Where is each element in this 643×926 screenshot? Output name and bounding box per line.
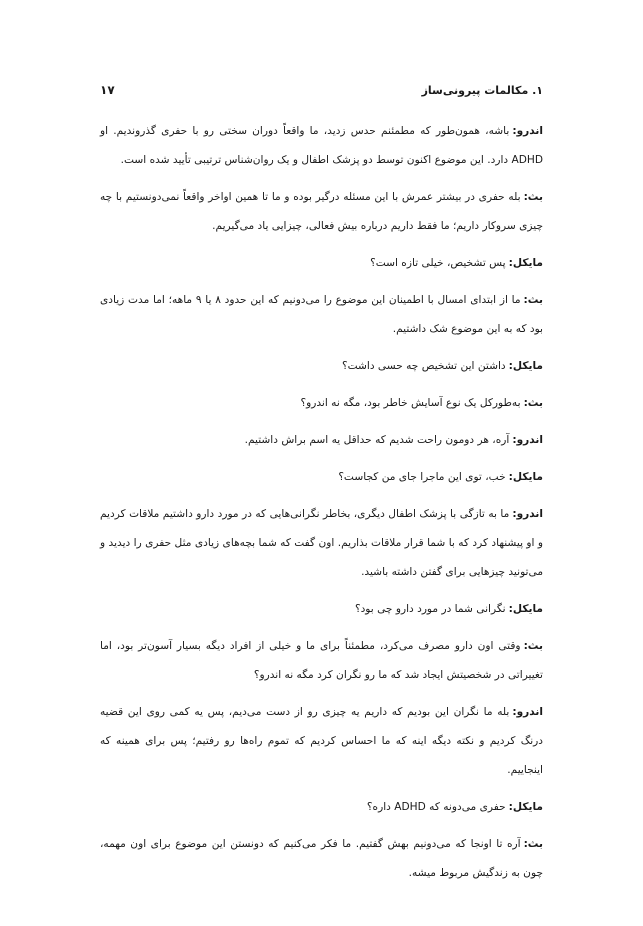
dialogue-paragraph [100,286,543,344]
dialogue-text: ما به تازگی با پزشک اطفال دیگری، بخاطر نگرانی‌هایی که در مورد دارو داشتیم ملاقات کردیم و او پیشنهاد کرد که با شما قرار ملاقات بذاریم. اون گفت که شما بچه‌های زیادی مثل حفری را دیدید و می‌تونید چیزهایی برای گفتن داشته باشید. [100,508,543,578]
speaker-label: مایکل: [508,360,543,372]
dialogue-paragraph [100,352,543,381]
dialogue-paragraph [100,500,543,587]
dialogue-paragraph [100,698,543,785]
dialogue-paragraph [100,830,543,888]
speaker-label: بث: [523,838,543,850]
dialogue-paragraph [100,793,543,822]
speaker-label: بث: [523,191,543,203]
speaker-label: بث: [523,294,543,306]
dialogue-text: به‌طورکل یک نوع آسایش خاطر بود، مگه نه اندرو؟ [300,397,521,409]
speaker-label: مایکل: [508,257,543,269]
dialogue-text: آره، هر دومون راحت شدیم که حداقل یه اسم براش داشتیم. [244,434,510,446]
speaker-label: اندرو: [512,706,543,718]
dialogue-paragraph [100,595,543,624]
running-header [100,80,543,100]
dialogue-paragraph [100,463,543,492]
speaker-label: بث: [523,397,543,409]
dialogue-text: بله ما نگران این بودیم که داریم یه چیزی رو از دست می‌دیم، پس یه کمی روی این قضیه درنگ کردیم و نکته دیگه اینه که ما احساس کردیم که تموم راه‌ها رو رفتیم؛ پس برای همینه که اینجاییم. [100,706,543,776]
dialogue-text: آره تا اونجا که می‌دونیم بهش گفتیم. ما فکر می‌کنیم که دونستن این موضوع برای اون مهمه، چون به زندگیش مربوط میشه. [100,838,543,879]
speaker-label: مایکل: [508,801,543,813]
speaker-label: مایکل: [508,471,543,483]
dialogue-paragraph [100,632,543,690]
dialogue-text: حفری می‌دونه که ADHD داره؟ [366,801,506,813]
dialogue-text: خب، توی این ماجرا جای من کجاست؟ [338,471,506,483]
dialogue-paragraph [100,249,543,278]
dialogue-text: پس تشخیص، خیلی تازه است؟ [370,257,506,269]
speaker-label: مایکل: [508,603,543,615]
dialogue-text: داشتن این تشخیص چه حسی داشت؟ [342,360,506,372]
dialogue-paragraph [100,389,543,418]
dialogue-text: بله حفری در بیشتر عمرش با این مسئله درگیر بوده و ما تا همین اواخر واقعاً نمی‌دونستیم با چه چیزی سروکار داریم؛ ما فقط داریم درباره بیش فعالی، چیزایی یاد می‌گیریم. [100,191,543,232]
speaker-label: اندرو: [512,434,543,446]
chapter-title: ۱. مکالمات پیرونی‌ساز [421,83,543,97]
dialogue-text: نگرانی شما در مورد دارو چی بود؟ [354,603,506,615]
dialogue-paragraph [100,183,543,241]
dialogue-text: وقتی اون دارو مصرف می‌کرد، مطمئناً برای ما و خیلی از افراد دیگه بسیار آسون‌تر بود، اما تغییراتی در شخصیتش ایجاد شد که ما رو نگران کرد مگه نه اندرو؟ [100,640,543,681]
page-number: ۱۷ [100,83,115,97]
speaker-label: بث: [523,640,543,652]
dialogue-text: باشه، همون‌طور که مطمئنم حدس زدید، ما واقعاً دوران سختی رو با حفری گذروندیم. او ADHD دارد. این موضوع اکنون توسط دو پزشک اطفال و یک روان‌شناس ترتیبی تأیید شده است. [100,125,543,166]
dialogue-text: ما از ابتدای امسال با اطمینان این موضوع را می‌دونیم که این حدود ۸ یا ۹ ماهه؛ اما مدت زیادی بود که به این موضوع شک داشتیم. [100,294,543,335]
dialogue-body [100,117,543,896]
speaker-label: اندرو: [512,508,543,520]
speaker-label: اندرو: [512,125,543,137]
dialogue-paragraph [100,426,543,455]
dialogue-paragraph [100,117,543,175]
